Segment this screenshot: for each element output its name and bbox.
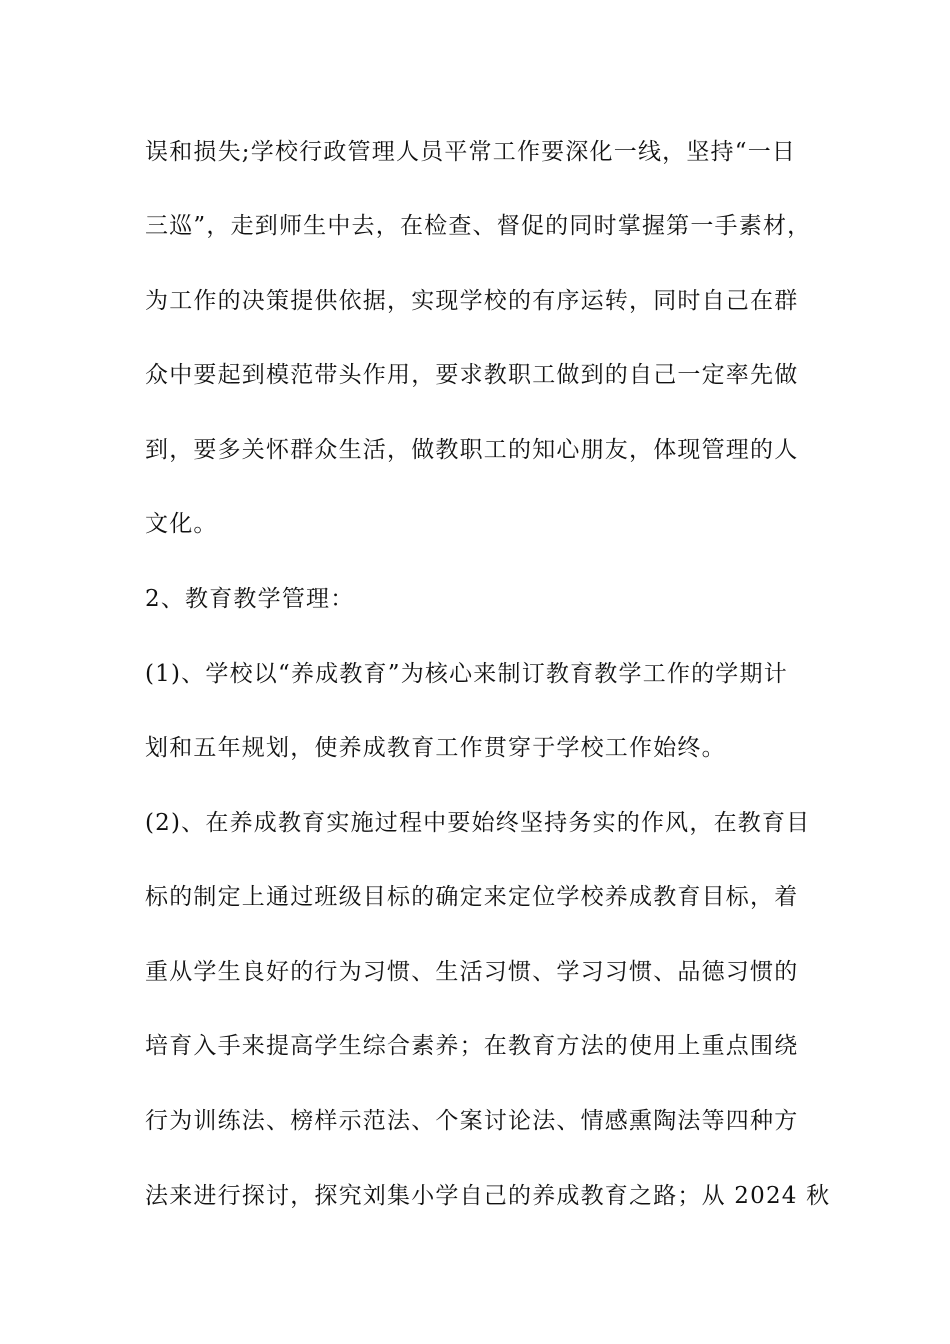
section-heading: 2、教育教学管理： (145, 586, 355, 612)
text-line: 误和损失;学校行政管理人员平常工作要深化一线，坚持“一日 (145, 139, 797, 165)
text-line: 标的制定上通过班级目标的确定来定位学校养成教育目标，着 (145, 884, 799, 910)
text-line: 培育入手来提高学生综合素养；在教育方法的使用上重点围绕 (145, 1033, 799, 1059)
text-line: 三巡”，走到师生中去，在检查、督促的同时掌握第一手素材， (145, 213, 812, 239)
text-line: 行为训练法、榜样示范法、个案讨论法、情感熏陶法等四种方 (145, 1108, 799, 1134)
text-line: 到，要多关怀群众生活，做教职工的知心朋友，体现管理的人 (145, 437, 799, 463)
text-line: 为工作的决策提供依据，实现学校的有序运转，同时自己在群 (145, 288, 799, 314)
text-line: 法来进行探讨，探究刘集小学自己的养成教育之路；从 2024 秋 (145, 1183, 831, 1209)
text-line: (1)、学校以“养成教育”为核心来制订教育教学工作的学期计 (145, 661, 788, 687)
text-line: 众中要起到模范带头作用，要求教职工做到的自己一定率先做 (145, 362, 799, 388)
text-line: (2)、在养成教育实施过程中要始终坚持务实的作风，在教育目 (145, 810, 811, 836)
text-line: 文化。 (145, 511, 218, 537)
text-line: 重从学生良好的行为习惯、生活习惯、学习习惯、品德习惯的 (145, 959, 799, 985)
text-line: 划和五年规划，使养成教育工作贯穿于学校工作始终。 (145, 735, 726, 761)
